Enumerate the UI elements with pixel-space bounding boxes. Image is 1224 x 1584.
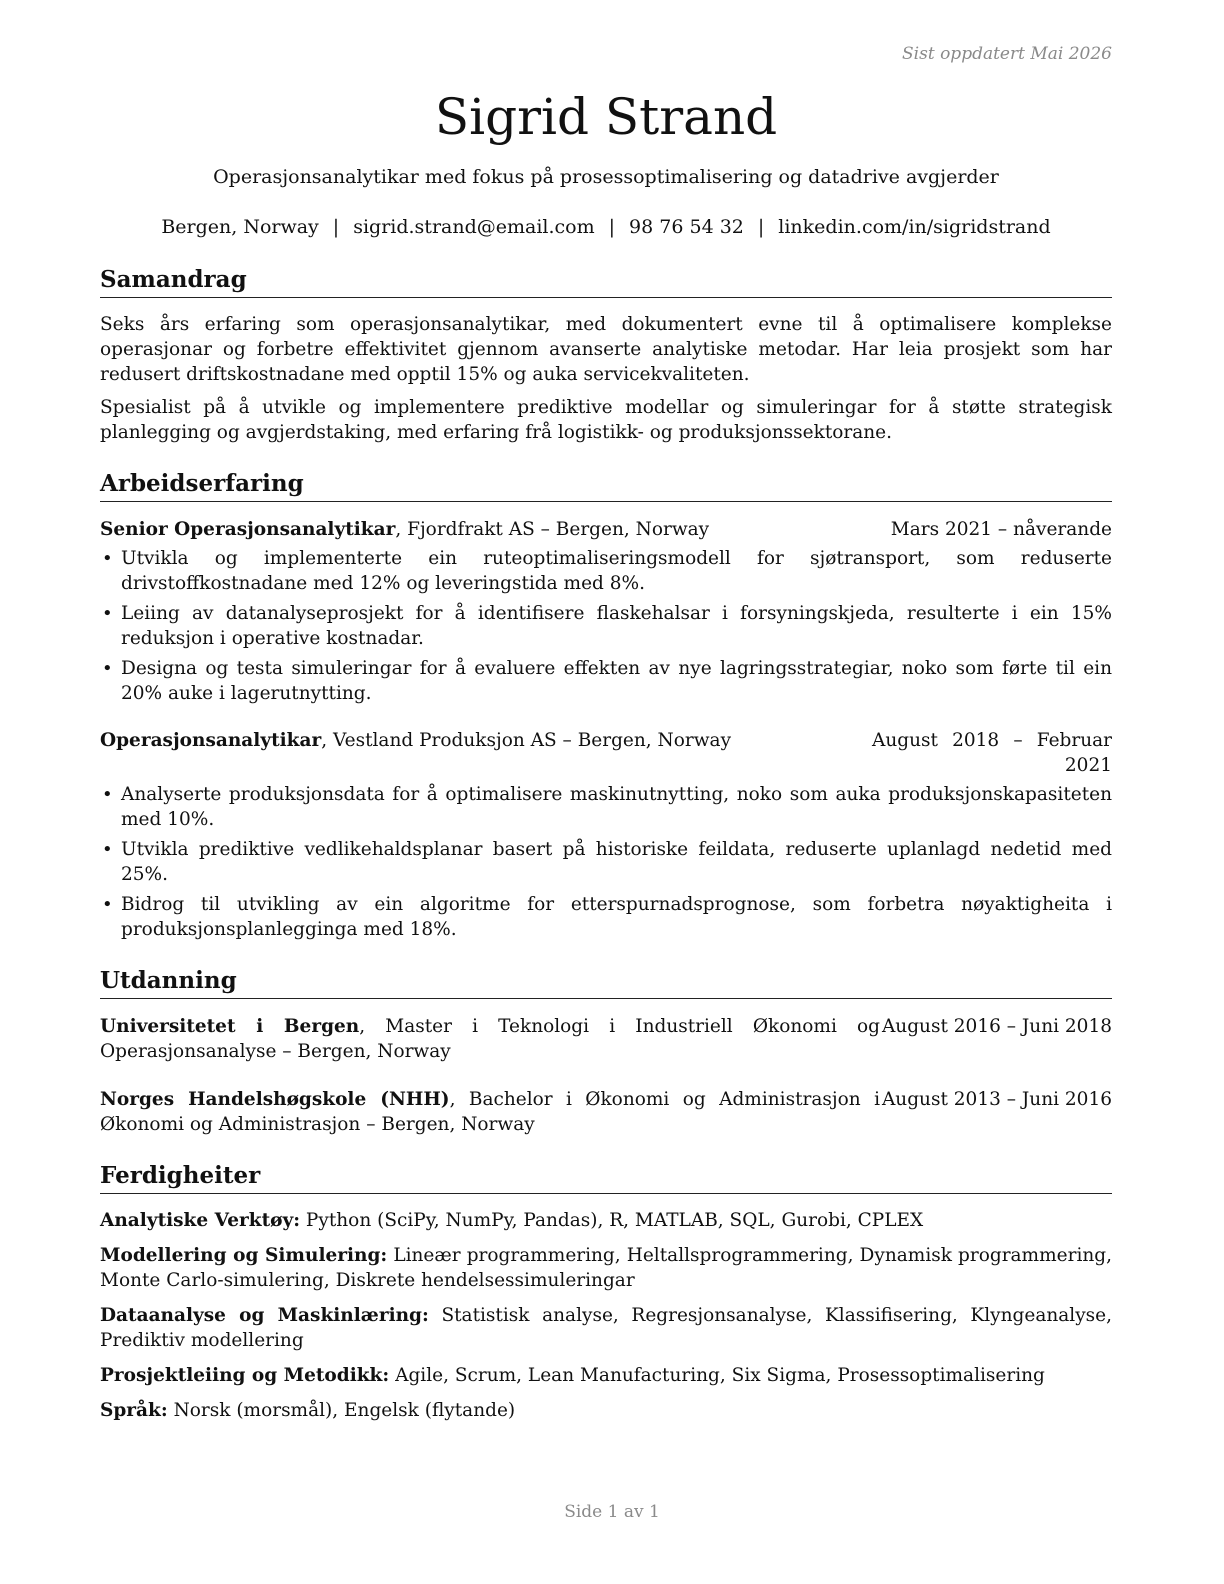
job-company: , Vestland Produksjon AS – Bergen, Norway xyxy=(321,730,732,751)
job-bullets xyxy=(100,546,1112,706)
skill-value: Agile, Scrum, Lean Manufacturing, Six Sigma, Prosessoptimalisering xyxy=(389,1365,1045,1386)
resume-page xyxy=(100,0,1112,1423)
tagline: Operasjonsanalytikar med fokus på prosessoptimalisering og datadrive avgjerder xyxy=(213,166,999,188)
education-degree: , Master i Teknologi i Industriell Økonomi og Operasjonsanalyse – Bergen, Norway xyxy=(100,1016,880,1062)
job-title-line xyxy=(100,517,709,542)
job-title-line xyxy=(100,728,731,778)
skill-value: Lineær programmering, Heltallsprogrammering, Dynamisk programmering, Monte Carlo-simulering, Diskrete hendelsessimuleringar xyxy=(100,1245,1112,1291)
skill-label: Dataanalyse og Maskinlæring: xyxy=(100,1305,429,1326)
contact-line xyxy=(100,216,1112,238)
skill-row xyxy=(100,1363,1112,1388)
list-item: • Analyserte produksjonsdata for å optimalisere maskinutnytting, noko som auka produksjonskapasiteten med 10%. xyxy=(100,782,1112,832)
skill-row xyxy=(100,1398,1112,1423)
contact-email[interactable]: sigrid.strand@email.com xyxy=(353,216,595,238)
education-dates: August 2016 – Juni 2018 xyxy=(881,1016,1112,1037)
skill-value: Statistisk analyse, Regresjonsanalyse, Klassifisering, Klyngeanalyse, Prediktiv modellering xyxy=(100,1305,1112,1351)
contact-separator: | xyxy=(332,216,340,238)
job-dates: Mars 2021 – nåverande xyxy=(890,519,1112,540)
section-title-experience: Arbeidserfaring xyxy=(100,469,1112,502)
summary-paragraph: Seks års erfaring som operasjonsanalytikar, med dokumentert evne til å optimalisere komplekse operasjonar og forbetre effektivitet gjennom avanserte analytiske metodar. Har leia prosjekt som har redusert driftskostnadane med opptil 15% og auka servicekvaliteten. xyxy=(100,314,1112,385)
contact-location: Bergen, Norway xyxy=(161,216,319,238)
list-item: • Utvikla og implementerte ein ruteoptimaliseringsmodell for sjøtransport, som reduserte drivstoffkostnadane med 12% og leveringstida med 8%. xyxy=(100,546,1112,596)
list-item: • Designa og testa simuleringar for å evaluere effekten av nye lagringsstrategiar, noko som førte til ein 20% auke i lagerutnytting. xyxy=(100,656,1112,706)
skill-label: Prosjektleiing og Metodikk: xyxy=(100,1365,390,1386)
job-role: Operasjonsanalytikar xyxy=(100,730,322,751)
skill-label: Språk: xyxy=(100,1400,168,1421)
last-updated: Sist oppdatert Mai 2026 xyxy=(902,44,1112,64)
education-school: Norges Handelshøgskole (NHH) xyxy=(100,1089,450,1110)
contact-linkedin[interactable]: linkedin.com/in/sigridstrand xyxy=(778,216,1051,238)
job-role: Senior Operasjonsanalytikar xyxy=(100,519,396,540)
section-title-summary: Samandrag xyxy=(100,265,1112,298)
education-school: Universitetet i Bergen xyxy=(100,1016,360,1037)
job-dates: August 2018 – Februar 2021 xyxy=(872,730,1112,776)
skill-row xyxy=(100,1303,1112,1353)
job-company: , Fjordfrakt AS – Bergen, Norway xyxy=(395,519,710,540)
contact-phone: 98 76 54 32 xyxy=(629,216,744,238)
page-number: Side 1 av 1 xyxy=(564,1502,660,1522)
skill-row xyxy=(100,1243,1112,1293)
section-title-education: Utdanning xyxy=(100,966,1112,999)
section-title-skills: Ferdigheiter xyxy=(100,1161,1112,1194)
education-detail xyxy=(100,1087,880,1137)
contact-separator: | xyxy=(608,216,616,238)
list-item: • Bidrog til utvikling av ein algoritme for etterspurnadsprognose, som forbetra nøyaktigheita i produksjonsplanlegginga med 18%. xyxy=(100,892,1112,942)
job-header xyxy=(100,517,1112,542)
list-item: • Utvikla prediktive vedlikehaldsplanar basert på historiske feildata, reduserte uplanlagd nedetid med 25%. xyxy=(100,837,1112,887)
skill-value: Norsk (morsmål), Engelsk (flytande) xyxy=(167,1400,516,1421)
education-entry xyxy=(100,1087,1112,1137)
education-entry xyxy=(100,1014,1112,1064)
skill-label: Modellering og Simulering: xyxy=(100,1245,388,1266)
education-degree: , Bachelor i Økonomi og Administrasjon i Økonomi og Administrasjon – Bergen, Norway xyxy=(100,1089,880,1135)
summary-paragraph: Spesialist på å utvikle og implementere prediktive modellar og simuleringar for å støtte strategisk planlegging og avgjerdstaking, med erfaring frå logistikk- og produksjonssektorane. xyxy=(100,397,1112,443)
skill-row xyxy=(100,1208,1112,1233)
job-bullets xyxy=(100,782,1112,942)
skills-list xyxy=(100,1208,1112,1423)
education-dates: August 2013 – Juni 2016 xyxy=(881,1089,1112,1110)
job-header xyxy=(100,728,1112,778)
skill-label: Analytiske Verktøy: xyxy=(100,1210,301,1231)
education-detail xyxy=(100,1014,880,1064)
list-item: • Leiing av datanalyseprosjekt for å identifisere flaskehalsar i forsyningskjeda, resulterte i ein 15% reduksjon i operative kostnadar. xyxy=(100,601,1112,651)
skill-value: Python (SciPy, NumPy, Pandas), R, MATLAB, SQL, Gurobi, CPLEX xyxy=(300,1210,924,1231)
contact-separator: | xyxy=(757,216,765,238)
candidate-name: Sigrid Strand xyxy=(434,88,778,146)
